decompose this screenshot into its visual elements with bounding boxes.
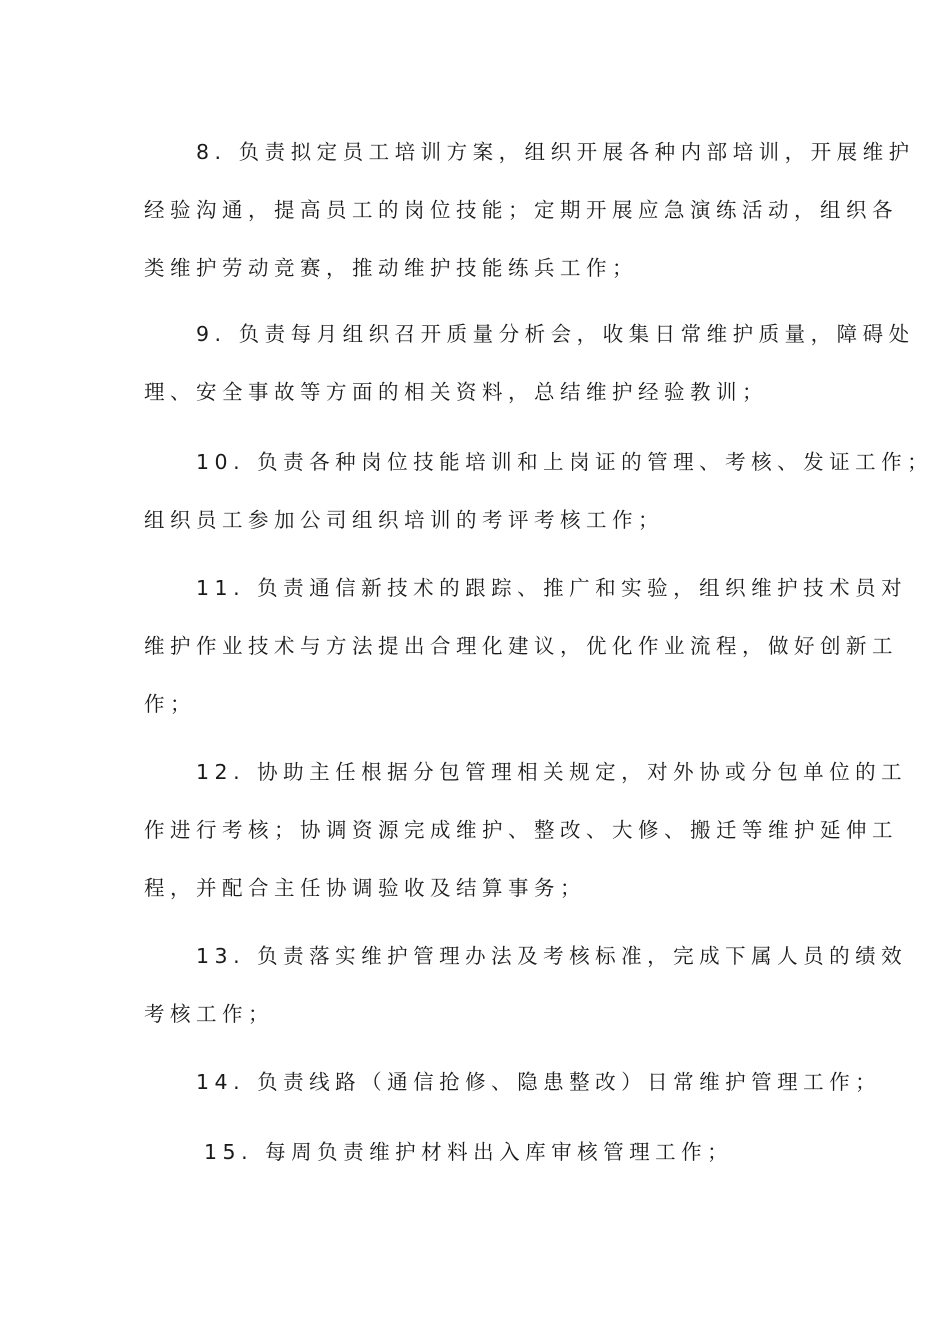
paragraph-line: 15. 每周负责维护材料出入库审核管理工作； (204, 1140, 734, 1164)
paragraph-line: 10. 负责各种岗位技能培训和上岗证的管理、考核、发证工作； (196, 450, 934, 474)
paragraph-line: 11. 负责通信新技术的跟踪、推广和实验，组织维护技术员对 (196, 576, 908, 600)
paragraph-line: 经验沟通，提高员工的岗位技能；定期开展应急演练活动，组织各 (144, 198, 898, 222)
paragraph-line: 作进行考核；协调资源完成维护、整改、大修、搬迁等维护延伸工 (144, 818, 898, 842)
paragraph-line: 组织员工参加公司组织培训的考评考核工作； (144, 508, 664, 532)
paragraph-line: 14. 负责线路（通信抢修、隐患整改）日常维护管理工作； (196, 1070, 882, 1094)
paragraph-line: 作； (144, 692, 196, 716)
paragraph-line: 13. 负责落实维护管理办法及考核标准，完成下属人员的绩效 (196, 944, 908, 968)
paragraph-line: 考核工作； (144, 1002, 274, 1026)
paragraph-line: 程，并配合主任协调验收及结算事务； (144, 876, 586, 900)
paragraph-line: 维护作业技术与方法提出合理化建议，优化作业流程，做好创新工 (144, 634, 898, 658)
paragraph-line: 8. 负责拟定员工培训方案，组织开展各种内部培训，开展维护 (196, 140, 915, 164)
paragraph-line: 12. 协助主任根据分包管理相关规定，对外协或分包单位的工 (196, 760, 908, 784)
paragraph-line: 9. 负责每月组织召开质量分析会，收集日常维护质量，障碍处 (196, 322, 915, 346)
paragraph-line: 类维护劳动竞赛，推动维护技能练兵工作； (144, 256, 638, 280)
paragraph-line: 理、安全事故等方面的相关资料，总结维护经验教训； (144, 380, 768, 404)
